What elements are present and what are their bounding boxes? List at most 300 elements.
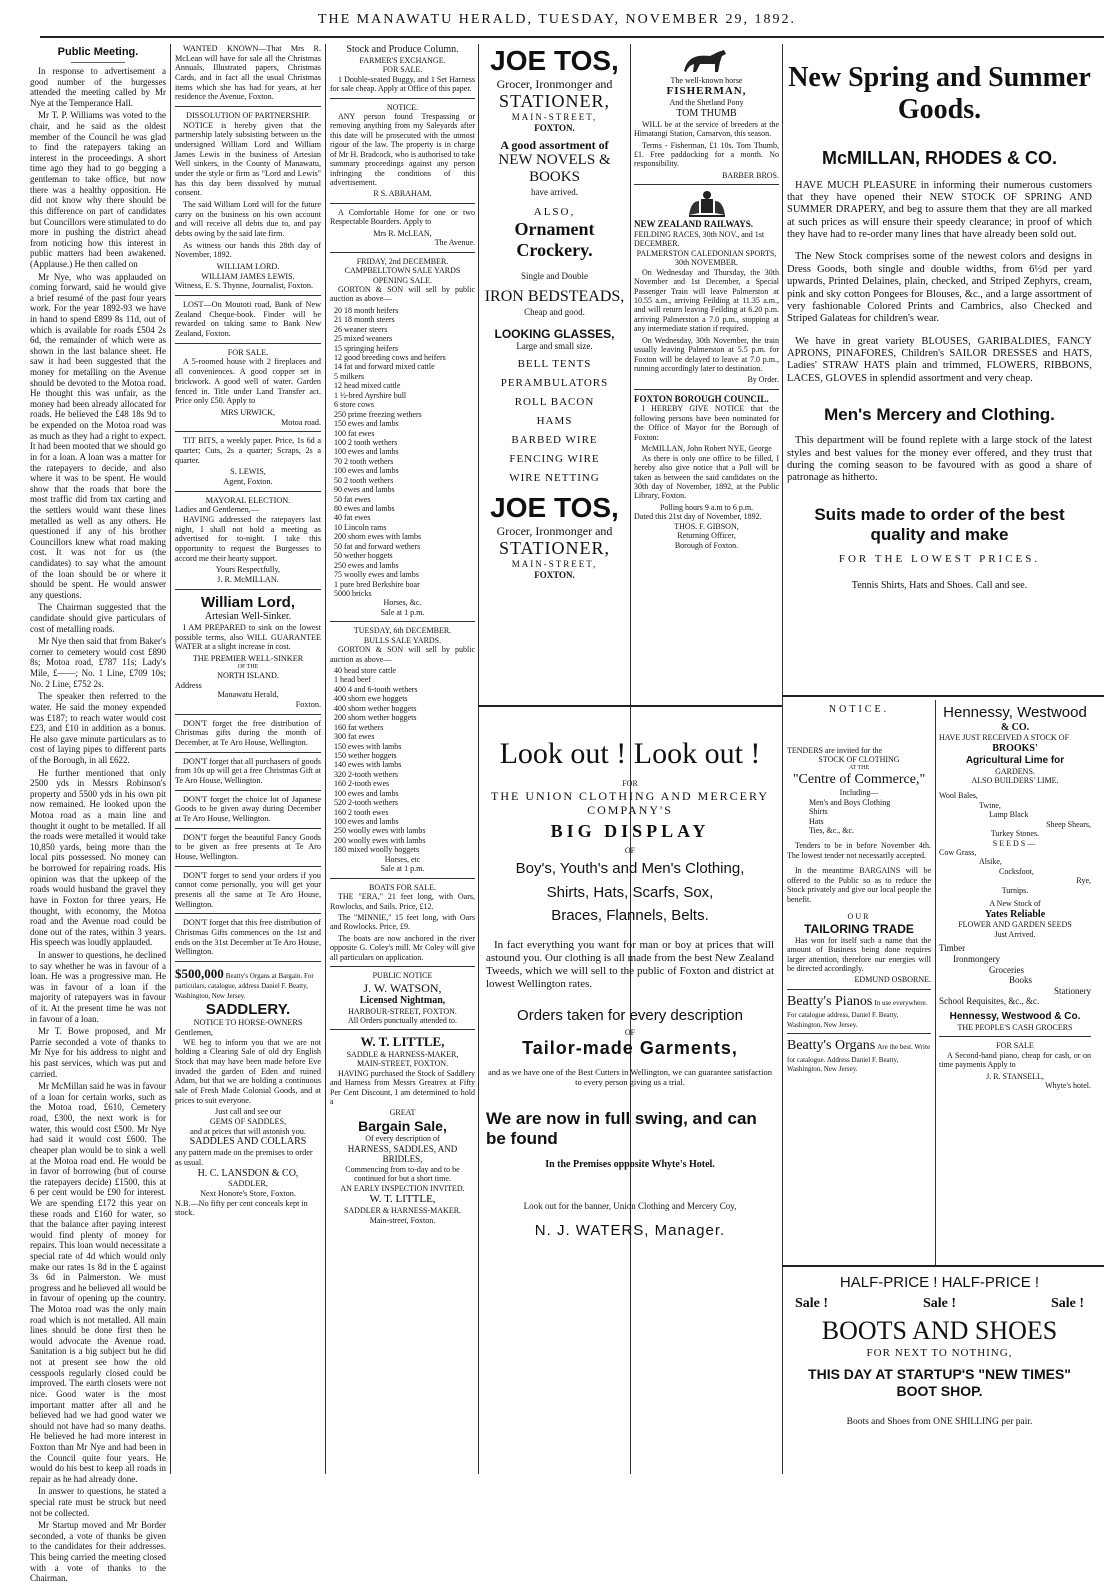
sale-date: FRIDAY, 2nd DECEMBER.	[356, 256, 449, 266]
article-paragraph: In answer to questions, he stated a special rate must be struck but need not be collected.	[30, 1486, 166, 1518]
ad-line: Foxton.	[295, 699, 321, 709]
signature: Returning Officer,	[677, 531, 736, 541]
stock-item: 140 ewes with lambs	[334, 760, 402, 770]
signature: J. R. STANSELL,	[986, 1071, 1044, 1081]
ad-line: School Requisites, &c., &c.	[939, 996, 1040, 1007]
article-heading: Public Meeting.	[57, 46, 139, 58]
signature: MRS URWICK,	[220, 407, 276, 417]
stock-item: 50 fat and forward wethers	[334, 541, 421, 551]
ad-line: Dated this 21st day of November, 1892.	[634, 512, 762, 522]
ad-line: HARNESS, SADDLES, AND BRIDLES,	[347, 1143, 458, 1165]
ad-line: THIS DAY AT STARTUP'S "NEW TIMES" BOOT SHOP.	[808, 1365, 1071, 1399]
ad-line: Hennessy, Westwood & Co.	[949, 1010, 1081, 1022]
beatty-organs: Beatty's Organs	[787, 1038, 876, 1054]
ad-line: FLOWER AND GARDEN SEEDS	[958, 920, 1072, 930]
column-rule	[325, 44, 326, 1474]
column-rule	[935, 700, 936, 1265]
ad-line: A good assortment of	[500, 137, 609, 152]
ad-text: HAVING addressed the ratepayers last night, I shall not hold a meeting as advertised for to-night. I take this opportunity to request the Burgesses to accord me their hearty support.	[175, 514, 321, 563]
ad-line: MAIN-STREET,	[511, 112, 598, 123]
stock-item: 20 18 month heifers	[334, 305, 399, 315]
ad-line: J. W. WATSON,	[363, 980, 442, 995]
stock-item: 50 2 tooth wethers	[334, 475, 394, 485]
ad-line: SADDLE & HARNESS-MAKER,	[346, 1049, 459, 1059]
ad-headline: Look out ! Look out !	[499, 737, 761, 770]
ad-line: McMILLAN, RHODES & CO.	[821, 148, 1057, 169]
stock-item: 160 2-tooth ewes	[334, 779, 390, 789]
ad-line: Horses, &c.	[383, 598, 422, 608]
column-rule	[478, 44, 479, 1474]
ad-line: Cocksfoot,	[999, 866, 1034, 876]
ad-line: OF THE	[237, 663, 259, 670]
ad-text: We have in great variety BLOUSES, GARIBALDIES, FANCY APRONS, PINAFORES, Children's SAILOR DRESSES and HATS, Ladies' STRAW HATS plain and trimmed, FLOWERS, RIBBONS, LACES, GLOVES in splendid assortment and very cheap.	[787, 335, 1092, 384]
stock-item: 150 ewes with lambs	[334, 741, 402, 751]
ad-line: GEMS OF SADDLES,	[209, 1117, 287, 1127]
ad-text: WILL be at the service of breeders at the Himatangi Station, Carnarvon, this season.	[634, 119, 779, 139]
ad-text: In fact everything you want for man or boy at prices that will astound you. Our clothing is all made from the best New Zealand Tweeds, which we will sell to the public of Foxton and district at lowest Wellington rates.	[486, 938, 774, 990]
stock-item: 160 fat wethers	[334, 722, 384, 732]
ad-text: I HEREBY GIVE NOTICE that the following persons have been nominated for the Office of Mayor for the Borough of Foxton:	[634, 404, 779, 442]
ad-line: GARDENS.	[995, 766, 1035, 776]
ad-line: Commencing from to-day and to be continued for but a short time.	[345, 1165, 460, 1184]
article-paragraph: The Chairman suggested that the candidate should give particulars of cost of metalling roads.	[30, 602, 166, 634]
ad-line: Sheep Shears,	[1046, 819, 1091, 829]
ad-line: have arrived.	[531, 187, 578, 198]
signature: J. R. McMILLAN.	[217, 574, 279, 584]
stock-item: 40 head store cattle	[334, 666, 396, 676]
ad-line: Ironmongery	[953, 953, 1000, 964]
stock-item: 180 mixed woolly hoggets	[334, 845, 420, 855]
stock-item: 5 milkers	[334, 371, 364, 381]
joe-tos-item: WIRE NETTING	[509, 471, 600, 484]
stock-item: 400 4 and 6-tooth wethers	[334, 684, 418, 694]
ad-heading: NEW ZEALAND RAILWAYS.	[634, 219, 753, 230]
stock-item: 200 woolly ewes with lambs	[334, 835, 426, 845]
ad-line: SADDLER,	[228, 1179, 268, 1189]
stock-item: 90 ewes and lambs	[334, 485, 395, 495]
section-rule	[478, 705, 782, 707]
article-paragraph: Mr McMillan said he was in favour of a loan for certain works, such as the Motoa road, £610, Cemetery road, £300, the next work is for water, this would cost £500. Mr Nye had said it would cost £600. The cheaper plan would be to sink a well at the Motoa road end. He would be in favor of borrowing (but of course the ratepayers decide) £1500, this at 6 per cent would be £90 for interest. We are spending £172 this year on these roads and £160 for water, so that the balance after paying interest would find plenty of money for repairs. This loan would necessitate a special rate of 4d which would only make our rates 1s 8d in the £ against 3s 6d in Palmerston. We must progress and he believed all would be in favour of opening up the country. The Motoa road was the only main road which is not metalled. All main lines should be done first then he would advocate the Avenue road. Sanitation is a big subject but he did not at present see how the old cesspools regularly closed could be improved. The earth closets were not nice. Good water is the most important matter after all and he believed had we had good water we should not have had so many deaths. He believed he had more interest in Foxton than Mr Nye and had been in the Council quite four years. He would do his best to keep all roads in repair as he had already done.	[30, 1081, 166, 1484]
tender-item: Men's and Boys Clothing	[809, 797, 891, 807]
ad-line: Men's Mercery and Clothing.	[824, 405, 1055, 425]
ad-line: Orders taken for every description	[517, 1006, 743, 1024]
signature: WILLIAM JAMES LEWIS.	[201, 271, 295, 281]
ad-line: Bargain Sale,	[358, 1117, 447, 1134]
ad-text: The boats are now anchored in the river opposite G. Coley's mill. Mr Coley will give all particulars on application.	[330, 933, 475, 962]
ad-line: N.B.—No fifty per cent conceals kept in stock.	[175, 1198, 308, 1218]
ad-line: SADDLER & HARNESS-MAKER.	[343, 1206, 462, 1216]
ad-line: ALSO BUILDERS' LIME.	[971, 775, 1059, 785]
ad-wanted-known: WANTED KNOWN—That Mrs R. McLean will have for sale all the Christmas Annuals, Illustrated papers, Christmas Cards, and in fact all the usual Christmas items which she has had for years, at her residence the Avenue, Foxton.	[175, 44, 321, 102]
column-heading: Stock and Produce Column.	[346, 44, 459, 55]
ad-text: THE "ERA," 21 feet long, with Oars, Rowlocks, and Sails. Price, £12.	[330, 892, 475, 911]
stock-list	[330, 666, 475, 855]
stock-item: 100 ewes and lambs	[334, 447, 399, 457]
stock-item: 50 fat ewes	[334, 494, 371, 504]
stock-item: 5000 bricks	[334, 588, 372, 598]
ad-text: and as we have one of the Best Cutters in Wellington, we can guarantee satisfaction to every person giving us a trial.	[487, 1067, 773, 1088]
ad-line: SEEDS—	[992, 838, 1038, 848]
ad-text: GORTON & SON will sell by public auction as above—	[330, 284, 475, 304]
ad-line: FISHERMAN,	[666, 85, 747, 98]
signature: The Avenue.	[434, 238, 475, 248]
sale-word: Sale !	[795, 1295, 829, 1311]
ad-line: IRON BEDSTEADS,	[484, 287, 625, 305]
stock-item: 150 ewes and lambs	[334, 419, 399, 429]
ad-line: & CO.	[1000, 721, 1030, 733]
ad-line: TENDERS are invited for the	[787, 745, 883, 755]
joe-tos-item: BELL TENTS	[517, 358, 592, 371]
ad-heading-william-lord: William Lord,	[200, 593, 296, 611]
ad-line: Single and Double	[521, 271, 588, 282]
ad-line: All Orders punctually attended to.	[347, 1016, 458, 1025]
ad-line: THE UNION CLOTHING AND MERCERY COMPANY'S	[491, 788, 769, 817]
column-commerce	[787, 700, 931, 1265]
ad-line: MAIN-STREET, FOXTON.	[356, 1059, 449, 1069]
stock-item: 320 2-tooth wethers	[334, 769, 398, 779]
closing: Yours Respectfully,	[215, 565, 281, 575]
article-paragraph: Mr Startup moved and Mr Border seconded, a vote of thanks be given to the candidates for their addresses. This being carried the meeting closed with a vote of thanks to the Chairman.	[30, 1520, 166, 1584]
stock-item: 400 shorn ewe hoggets	[334, 694, 408, 704]
ad-text: On Wednesday and Thursday, the 30th November and 1st December, a Special Passenger Train will leave Palmerston at 10.55 a.m., arriving Feilding at 11.35 a.m., and will return leaving Feilding at 6.20 p.m. arriving Palmerston a 7.0 p.m., stopping at any intermediate station if required.	[634, 267, 779, 334]
stock-item: 14 fat and forward mixed cattle	[334, 362, 435, 372]
ad-line: THE PREMIER WELL-SINKER	[192, 654, 304, 664]
ad-text: Are the best. Write for catalogue. Address Daniel F. Beatty, Washington, New Jersey.	[787, 1043, 931, 1074]
stock-item: 100 fat ewes	[334, 428, 375, 438]
stock-item: 1 pure bred Berkshire boar	[334, 579, 420, 589]
ad-line: OF	[624, 1028, 636, 1038]
ad-line: GREAT	[389, 1108, 416, 1118]
ad-text: A Second-hand piano, cheap for cash, or on time payments Apply to	[939, 1050, 1091, 1070]
ad-line: In the Premises opposite Whyte's Hotel.	[545, 1159, 715, 1171]
coat-of-arms-icon	[685, 189, 729, 219]
masthead-title: THE MANAWATU HERALD, TUESDAY, NOVEMBER 29, 1892.	[317, 12, 797, 27]
ad-union-clothing	[482, 712, 778, 1432]
signature: Whyte's hotel.	[1045, 1080, 1091, 1090]
tender-item: Ties, &c., &c.	[809, 826, 855, 836]
ad-text: As there is only one office to be filled, I hereby also give notice that a Poll will be taken as between the said candidates on the 30th day of November, 1892, at the Public Library, Foxton.	[634, 453, 779, 501]
ad-line: Sale at 1 p.m.	[380, 864, 425, 874]
stock-item: 12 good breeding cows and heifers	[334, 353, 446, 363]
ad-line: TAILORING TRADE	[804, 921, 914, 936]
ad-line: BIG DISPLAY	[550, 821, 710, 842]
ad-line: "Centre of Commerce,"	[792, 771, 926, 787]
joe-tos-title: JOE TOS,	[490, 491, 619, 523]
sale-row	[787, 1292, 1092, 1317]
ad-text: In the meantime BARGAINS will be offered to the Public so as to reduce the Stock privately and give our local people the benefit.	[787, 866, 931, 904]
ad-line: Boy's, Youth's and Men's Clothing,	[515, 859, 745, 877]
divider	[71, 62, 125, 63]
ad-heading: FOXTON BOROUGH COUNCIL.	[634, 393, 769, 404]
ad-text: HAVING purchased the Stock of Saddlery and Harness from Messrs Greatrex at Fifty Per Cent Discount, I am determined to hold a	[330, 1068, 475, 1106]
ad-line: Turnips.	[1001, 885, 1029, 895]
ad-line: Timber	[939, 943, 966, 954]
tender-item: Shirts	[809, 807, 828, 817]
ad-line: OF	[624, 846, 636, 856]
ad-line: Grocer, Ironmonger and	[496, 523, 613, 538]
stock-item: 75 woolly ewes and lambs	[334, 570, 419, 580]
ad-line: Alsike,	[979, 857, 1002, 867]
ad-line: NOTICE TO HORSE-OWNERS	[193, 1018, 303, 1028]
ad-line: FOR THE LOWEST PRICES.	[838, 552, 1041, 565]
ad-text: Has won for itself such a name that the amount of Business being done requires larger attention, therefore our energies will be directed accordingly.	[787, 935, 931, 973]
signature: Agent, Foxton.	[223, 476, 273, 486]
section-rule	[782, 1265, 1104, 1267]
column-rule	[782, 44, 783, 1474]
ad-subheading: Artesian Well-Sinker.	[204, 611, 292, 623]
ad-text: A Comfortable Home for one or two Respectable Boarders. Apply to	[330, 207, 475, 227]
ad-heading: FOR SALE.	[227, 347, 269, 357]
ad-line: PALMERSTON CALEDONIAN SPORTS, 30th NOVEMBER.	[636, 248, 777, 268]
stock-item: 25 mixed weaners	[334, 334, 393, 344]
ad-line: Cow Grass,	[939, 848, 977, 858]
joe-tos-item: HAMS	[536, 414, 573, 427]
ad-line: Boots and Shoes from ONE SHILLING per pair.	[846, 1417, 1033, 1428]
stock-item: 50 wether hoggets	[334, 551, 393, 561]
ad-line: N. J. WATERS, Manager.	[534, 1221, 726, 1239]
section-rule	[782, 695, 1104, 697]
signature: EDMUND OSBORNE.	[854, 975, 931, 985]
column-classifieds	[175, 44, 321, 1474]
article-paragraph: In answer to questions, he declined to say whether he was in favour of a loan. He was a progressive man. He was in favour of a loan if the majority of ratepayers was in favour of it. At the present time he was not in favour of a loan.	[30, 949, 166, 1024]
ad-text: As witness our hands this 28th day of November, 1892.	[175, 240, 321, 260]
ad-line: Wool Bales,	[939, 791, 978, 801]
stock-item: 400 shorn wether hoggets	[334, 703, 417, 713]
ad-line: Of every description of	[365, 1134, 440, 1144]
ad-headline: New Spring and Summer Goods.	[788, 62, 1091, 126]
ad-text: 1 Double-seated Buggy, and 1 Set Harness for sale cheap. Apply at Office of this paper.	[330, 74, 475, 94]
stock-item: 10 Lincoln rams	[334, 522, 387, 532]
ad-line: We are now in full swing, and can be found	[486, 1109, 757, 1149]
sale-word: Sale !	[922, 1295, 957, 1311]
ad-line: TOM THUMB	[676, 107, 737, 119]
ad-line: Cheap and good.	[524, 306, 585, 317]
stock-item: 80 ewes and lambs	[334, 504, 395, 514]
stock-item: 250 woolly ewes with lambs	[334, 826, 426, 836]
beatty-text: Beatty's Organs at Bargain. For particulars, catalogue, address Daniel F. Beatty, Washington, New Jersey.	[175, 971, 314, 1000]
ad-line: THE PEOPLE'S CASH GROCERS	[957, 1022, 1073, 1032]
ad-line: Sale at 1 p.m.	[380, 607, 425, 617]
ad-line: STATIONER,	[498, 91, 611, 112]
ad-text: GORTON & SON will sell by public auction as above—	[330, 645, 475, 664]
ad-line: W. T. LITTLE,	[369, 1193, 436, 1206]
stock-item: 250 ewes and lambs	[334, 560, 399, 570]
article-paragraph: Mr T. Bowe proposed, and Mr Parrie seconded a vote of thanks to Mr Nye for his address to night and his past services, which was put and carried.	[30, 1026, 166, 1079]
ad-dont: DON'T forget that this free distribution of Christmas Gifts commences on the 1st and ends on the 31st December at Te Aro House, Wellington.	[175, 918, 321, 957]
ad-line: FOXTON.	[534, 123, 575, 134]
ad-line: HARBOUR-STREET, FOXTON.	[348, 1006, 457, 1016]
masthead-rule	[40, 36, 1104, 38]
ad-text: A 5-roomed house with 2 fireplaces and all conveniences. A good copper set in brickwork. A good well of water. Garden fenced in. Title under Land Transfer act. Price only £50. Apply to	[175, 357, 321, 406]
tender-items	[787, 798, 931, 836]
article-paragraph: He further mentioned that only 2500 yds in Messrs Robinson's property and 5500 yds in his own pit now remained. He looked upon the Motoa road as a main line and thought it ought to be metalled. If all the roads were metalled it would take 10,850 yards, being more than the local pits possessed. No money can be borrowed for repairing roads. His opinion was that the upkeep of the roads would husband the gravel they have in Foxton for three years, He thought, with economy, the Motoa road and the Avenue road could be done out of the rates, within 3 years. His speech was loudly applauded.	[30, 767, 166, 948]
ad-line: HALF-PRICE ! HALF-PRICE !	[839, 1274, 1040, 1291]
signature: Mrs R. McLEAN,	[373, 228, 432, 238]
beatty-pianos: Beatty's Pianos	[787, 993, 873, 1009]
ad-dont: DON'T forget that all purchasers of goods from 10s up will get a free Christmas Gift at Te Aro House, Wellington.	[175, 756, 321, 785]
ad-line: BROOKS'	[992, 742, 1038, 754]
ad-titbits: TIT BITS, a weekly paper. Price, 1s 6d a quarter; Cuts, 2s a quarter; Scraps, 2s a quarter.	[175, 436, 321, 465]
ad-text: The said William Lord will for the future carry on the business on his own account and will receive all debts due to, and pay debts owing by the said late firm.	[175, 200, 321, 239]
article-paragraph: Mr Nye then said that from Baker's corner to cemetery would cost £890 8s; Motoa road, £787 11s; Lady's Mile, £——; No. 1 Line, £709 10s; No. 2 Line, £752 2s.	[30, 636, 166, 689]
stock-item: 300 fat ewes	[334, 732, 375, 742]
ad-dont: DON'T forget to send your orders if you cannot come personally, you will get your presents all the same at Te Aro House, Wellington.	[175, 870, 321, 909]
ad-line: HAVE JUST RECEIVED A STOCK OF	[939, 733, 1070, 743]
stock-list	[330, 306, 475, 599]
stock-item: 100 ewes and lambs	[334, 788, 399, 798]
ad-line: NEW NOVELS & BOOKS	[498, 151, 611, 186]
ad-text: I AM PREPARED to sink on the lowest possible terms, also WILL GUARANTEE WATER at a slight increase in cost.	[175, 623, 321, 652]
ad-line: FEILDING RACES, 30th NOV., and 1st DECEMBER.	[634, 229, 765, 249]
ad-heading: FOR SALE	[996, 1041, 1034, 1051]
ad-dont: DON'T forget the choice lot of Japanese Goods to be given away during December at Te Aro House, Wellington.	[175, 794, 321, 823]
joe-tos-title: JOE TOS,	[490, 45, 619, 76]
ad-heading-saddlery: SADDLERY.	[205, 1000, 291, 1018]
joe-tos-item: ROLL BACON	[514, 396, 595, 409]
masthead	[0, 0, 1114, 44]
ad-line: Books	[1009, 975, 1033, 986]
ad-line: STATIONER,	[498, 538, 611, 559]
ad-heading: FARMER'S EXCHANGE.	[359, 55, 446, 65]
stock-item: 21 18 month steers	[334, 315, 395, 325]
stock-item: 15 springing heifers	[334, 343, 398, 353]
ad-joe-tos	[482, 44, 627, 704]
stock-item: 12 head mixed cattle	[334, 381, 401, 391]
ad-line: OUR	[847, 912, 871, 922]
ad-line: Just Arrived.	[994, 929, 1036, 939]
ad-heading: MAYORAL ELECTION.	[205, 495, 291, 505]
ad-text: The "MINNIE," 15 feet long, with Oars and Rowlocks. Price, £9.	[330, 912, 475, 932]
ad-text: Tenders to be in before November 4th. The lowest tender not necessarily accepted.	[787, 841, 931, 860]
ad-line: H. C. LANSDON & CO,	[197, 1167, 299, 1179]
ad-line: AT THE	[848, 764, 870, 771]
joe-tos-item: BARBED WIRE	[511, 433, 598, 446]
stock-item: 70 2 tooth wethers	[334, 456, 394, 466]
ad-text: On Wednesday, 30th November, the train usually leaving Palmerston at 5.5 p.m. for Foxton will be delayed to leave at 7.0 p.m., running accordingly later to destination.	[634, 335, 779, 373]
sale-word: Sale !	[1050, 1295, 1084, 1311]
ad-heading: Hennessy, Westwood	[943, 704, 1087, 721]
ad-line: Grocer, Ironmonger and	[496, 77, 613, 92]
ad-line: Tailor-made Garments,	[522, 1037, 738, 1058]
column-rule	[170, 44, 171, 1474]
ad-line: And the Shetland Pony	[669, 98, 744, 108]
signature: R S. ABRAHAM.	[373, 189, 432, 199]
ad-line: SADDLES AND COLLARS	[189, 1136, 307, 1148]
ad-line: Turkey Stones.	[990, 829, 1040, 839]
ad-text: Terms - Fisherman, £1 10s. Tom Thumb, £1. Free paddocking for a month. No responsibility.	[634, 140, 779, 169]
ad-heading: NOTICE.	[386, 102, 419, 112]
ad-line: Lamp Black	[989, 810, 1029, 820]
signature: WILLIAM LORD.	[216, 262, 280, 272]
ad-line: STOCK OF CLOTHING	[818, 755, 900, 765]
ad-line: A New Stock of	[989, 899, 1041, 909]
signature: BARBER BROS.	[722, 170, 779, 180]
ad-text: The New Stock comprises some of the newest colors and designs in Dress Goods, both single and double widths, from 6½d per yard upwards, Printed Delaines, plain, checked, and Striped Zephyrs, cream, pink and sky cotton Pongees for Blouses, &c., and a large assortment of very fashionable Colored Prints and Cambrics, also Checked and Striped Galateas for children's wear.	[787, 251, 1092, 325]
ad-line: FOR	[622, 779, 638, 789]
ad-line: FOR NEXT TO NOTHING,	[866, 1346, 1013, 1359]
ad-line: Polling hours 9 a.m to 6 p.m.	[659, 502, 754, 512]
ad-line: Stationery	[1054, 985, 1091, 996]
stock-item: 160 2 tooth ewes	[334, 807, 389, 817]
ad-line: Look out for the banner, Union Clothing and Mercery Coy,	[523, 1201, 737, 1212]
article-paragraph: In response to advertisement a good number of the burgesses attended the meeting called by Mr Nye at the Temperance Hall.	[30, 65, 166, 108]
tender-item: Hats	[809, 816, 824, 826]
ad-line: and at prices that will astonish you.	[190, 1126, 306, 1136]
column-stock-produce	[330, 44, 475, 1474]
ad-heading: FOR SALE.	[382, 65, 423, 75]
ad-text: WE beg to inform you that we are not holding a Clearing Sale of old dry English Stock that may have been made before Eve invaded the garden of Eden and ruined Adam, but that we are holding a continuous sale of Fresh Made Colonial Goods, and at prices to suit everyone.	[175, 1037, 321, 1105]
signature: By Order.	[747, 375, 779, 385]
ad-heading: NOTICE.	[828, 704, 890, 715]
horse-icon	[682, 46, 732, 76]
ad-line: AN EARLY INSPECTION INVITED.	[340, 1183, 465, 1193]
stock-item: 250 prime freezing wethers	[334, 409, 422, 419]
ad-text: NOTICE is hereby given that the partnership lately subsisting between us the undersigned William Lord and William James Lewis in the business of Artesian Well sinkers, in the County of Manawatu, under the style or firm as "Lord and Lewis" has this day been dissolved by mutual consent.	[175, 120, 321, 198]
ad-line: MAIN-STREET,	[511, 559, 598, 570]
article-paragraph: Mr Nye, who was applauded on coming forward, said he would give a brief resumé of the past four years work. For the year 1892-93 we have in hand to spend £899 8s 11d, out of which is available for roads £504 2s 6d, the remainder of which were as shown in the last balance sheet. He saw it had been suggested that the money for metalling on the Avenue should be devoted to the Motoa road. He thought this was unfair, as the money had been already allocated for roads. He believed the £48 18s 9d to be expended on the Motoa road was as much as they had a right to expect. It had been mooted that we should go in for a loan. A loan was a matter for the ratepayers to decide, and also where it was to be spent. He would show that the roads that bore the most traffic did from tax carting and the settlers would want these lines metalled as well as any others. He questioned if any of his brother Councillors knew what road making cost. It was not for us (the candidates) to say what the amount of the loan should be or where it should be spent. He would answer any questions.	[30, 271, 166, 600]
salutation: Gentlemen,	[175, 1028, 213, 1037]
ad-line: Shirts, Hats, Scarfs, Sox,	[546, 883, 714, 901]
stock-item: 200 shorn wether hoggets	[334, 713, 417, 723]
joe-tos-item: FENCING WIRE	[509, 452, 600, 465]
ad-line: Groceries	[989, 964, 1024, 975]
ad-line: Next Honore's Store, Foxton.	[200, 1189, 296, 1198]
ad-line: Rye,	[1076, 876, 1091, 886]
ad-line: FOXTON.	[534, 569, 575, 580]
ad-line: Including—	[839, 788, 879, 798]
ad-headline: BOOTS AND SHOES	[821, 1316, 1058, 1346]
ad-line: Just call and see our	[215, 1107, 281, 1117]
ad-heading: OPENING SALE.	[372, 275, 433, 285]
ad-line: Horses, etc	[384, 854, 421, 864]
joe-tos-items	[482, 358, 627, 485]
stock-item: 520 2-tooth wethers	[334, 798, 398, 808]
stock-item: 100 2 tooth wethers	[334, 437, 398, 447]
ad-heading: BOATS FOR SALE.	[369, 882, 436, 892]
ad-line: Large and small size.	[516, 341, 593, 352]
ad-line: NORTH ISLAND.	[217, 670, 279, 680]
ad-line: Licensed Nightman,	[359, 994, 446, 1006]
ad-line: Ornament Crockery.	[514, 218, 595, 260]
ad-text: ANY person found Trespassing or removing anything from my Saleyards after this date will be prosecuted with the utmost rigour of the law. The property is in charge of Mr H. Bradcock, who is authorised to take summary proceedings against any person infringing the conditions of this advertisement.	[330, 111, 475, 188]
stock-item: 1 head beef	[334, 675, 371, 685]
ad-line: McMILLAN, John Robert NYE, George	[641, 444, 772, 454]
ad-dont: DON'T forget the free distribution of Christmas gifts during the month of December, at Te Aro House, Wellington.	[175, 718, 321, 747]
ad-line: Manawatu Herald,	[217, 690, 279, 700]
ad-line: Main-street, Foxton.	[369, 1215, 436, 1225]
ad-text: HAVE MUCH PLEASURE in informing their numerous customers that they have opened their NEW STOCK OF SPRING AND SUMMER DRAPERY, and beg to assure them that they are all marked at such prices as will ensure their speedy clearance; in proof of which they have had to re-order many lines that have already been sold out.	[787, 179, 1092, 241]
stock-item: 1 ½-bred Ayrshire bull	[334, 390, 407, 400]
stock-item: 150 wether hoggets	[334, 750, 397, 760]
signature: Motoa road.	[280, 417, 321, 427]
stock-item: 200 shorn ewes with lambs	[334, 532, 422, 542]
ad-mcmillan-rhodes	[787, 44, 1092, 694]
article-public-meeting	[30, 44, 166, 1584]
ad-lost: LOST—On Moutoti road, Bank of New Zealand Cheque-book. Finder will be rewarded on taking same to Bank New Zealand, Foxton.	[175, 300, 321, 339]
ad-line: W. T. LITTLE,	[360, 1034, 445, 1050]
ad-line: ALSO,	[533, 205, 576, 218]
ad-dont: DON'T forget the beautiful Fancy Goods to be given as free presents at Te Aro House, Wellington.	[175, 832, 321, 861]
joe-tos-item: PERAMBULATORS	[500, 377, 609, 390]
sale-venue: BULLS SALE YARDS.	[363, 635, 442, 645]
ad-line: Address	[175, 680, 202, 690]
signature: THOS. F. GIBSON,	[674, 521, 739, 531]
ad-line: Yates Reliable	[984, 908, 1046, 920]
stock-item: 100 ewes and lambs	[334, 466, 399, 476]
ad-line: The well-known horse	[670, 76, 743, 85]
ad-heading: PUBLIC NOTICE	[372, 971, 433, 981]
column-notices	[634, 44, 779, 704]
